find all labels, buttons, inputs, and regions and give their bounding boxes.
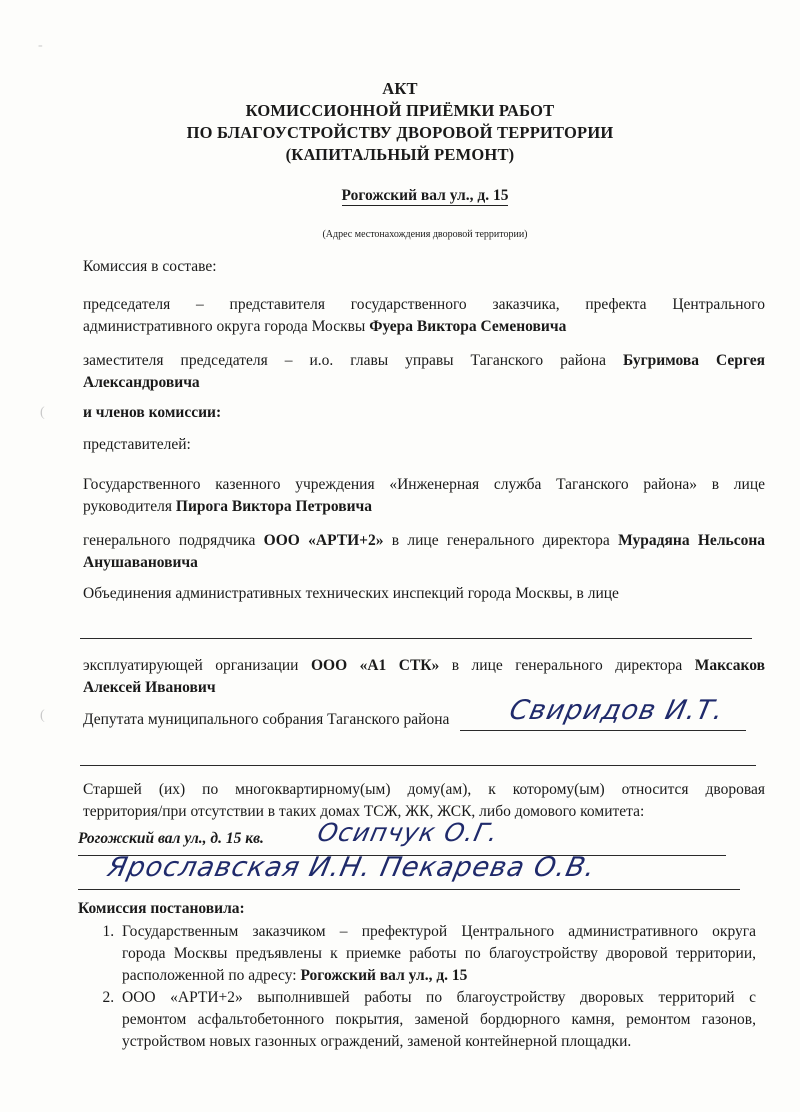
- members-heading-text: и членов комиссии:: [83, 404, 222, 421]
- deputy-name-part2: Александровича: [83, 374, 200, 391]
- decision-item-1-line1: 1. Государственным заказчиком – префектурой Центрального административного округа: [122, 923, 756, 940]
- deputy-name-part1: Бугримова Сергея: [622, 352, 765, 369]
- gku-role: руководителя: [83, 498, 176, 515]
- chairman-paragraph: [83, 294, 765, 338]
- signature-line: [78, 889, 740, 890]
- operator-name-part2: Алексей Иванович: [83, 679, 216, 696]
- contractor-line2: [83, 552, 765, 574]
- contractor-line1: [83, 530, 765, 552]
- deputy-paragraph: [83, 350, 765, 394]
- document-title-line4: (КАПИТАЛЬНЫЙ РЕМОНТ): [285, 145, 515, 164]
- chairman-role: административного округа города Москвы: [83, 318, 370, 335]
- residents-paragraph: [83, 779, 765, 823]
- gku-line2: [83, 496, 765, 518]
- decision-item-1-prefix: расположенной по адресу:: [122, 967, 301, 984]
- decision-list: [80, 921, 756, 1053]
- residents-address: Рогожский вал ул., д. 15 кв.: [78, 830, 264, 847]
- deputy-role: заместителя председателя – и.о. главы управы Таганского района: [83, 352, 623, 369]
- operator-role: эксплуатирующей организации: [83, 657, 311, 674]
- signature-line: [460, 730, 746, 731]
- address-value: Рогожский вал ул., д. 15: [341, 187, 509, 204]
- decision-item-1: [118, 921, 756, 987]
- deputy-line2: [83, 372, 765, 394]
- chairman-name: Фуера Виктора Семеновича: [369, 318, 567, 335]
- decision-item-2-line2: ремонтом асфальтобетонного покрытия, заменой бордюрного камня, ремонтом газонов,: [122, 1011, 756, 1028]
- decision-item-1-address: Рогожский вал ул., д. 15: [300, 967, 468, 984]
- scan-mark: (: [40, 405, 45, 420]
- decision-item-2-line3: устройством новых газонных ограждений, заменой контейнерной площадки.: [122, 1033, 632, 1050]
- signature-line: [80, 638, 752, 639]
- gku-paragraph: [83, 474, 765, 518]
- handwritten-deputy-name: Свиридов И.Т.: [506, 695, 727, 726]
- decision-heading: Комиссия постановила:: [78, 900, 245, 917]
- gku-name: Пирога Виктора Петровича: [175, 498, 373, 515]
- deputy-line1: [83, 350, 765, 372]
- scan-mark: -: [38, 38, 43, 53]
- document-title-line2: КОМИССИОННОЙ ПРИЁМКИ РАБОТ: [245, 101, 555, 120]
- gku-line1: Государственного казенного учреждения «Инженерная служба Таганского района» в лице: [83, 476, 765, 493]
- operator-line1: [83, 655, 765, 677]
- residents-line2: территория/при отсутствии в таких домах ТСЖ, ЖК, ЖСК, либо домового комитета:: [83, 803, 645, 820]
- members-heading: [83, 402, 765, 424]
- operator-paragraph: [83, 655, 765, 699]
- commission-intro: Комиссия в составе:: [83, 258, 217, 275]
- municipal-label: Депутата муниципального собрания Таганского района: [83, 711, 450, 728]
- decision-item-2: [118, 987, 756, 1053]
- oati-paragraph: Объединения административных технических инспекций города Москвы, в лице: [83, 585, 619, 602]
- contractor-name-part2: Анушавановича: [83, 554, 198, 571]
- operator-middle: в лице генерального директора: [439, 657, 695, 674]
- scan-mark: (: [40, 708, 45, 723]
- decision-item-1-line3: [122, 965, 756, 987]
- handwritten-resident-1: Осипчук О.Г.: [314, 818, 502, 847]
- contractor-middle: в лице генерального директора: [383, 532, 619, 549]
- document-title-act: АКТ: [382, 79, 418, 98]
- residents-line1: Старшей (их) по многоквартирному(ым) дому(ам), к которому(ым) относится дворовая: [83, 781, 765, 798]
- contractor-role: генерального подрядчика: [83, 532, 264, 549]
- operator-name-part1: Максаков: [694, 657, 766, 674]
- operator-company: ООО «А1 СТК»: [310, 657, 440, 674]
- contractor-paragraph: [83, 530, 765, 574]
- address-caption: (Адрес местонахождения дворовой территории): [322, 229, 528, 240]
- decision-item-2-line1: 2. ООО «АРТИ+2» выполнившей работы по благоустройству дворовых территорий с: [122, 989, 756, 1006]
- representatives-label: представителей:: [83, 436, 191, 453]
- chairman-line1: председателя – представителя государственного заказчика, префекта Центрального: [83, 296, 765, 313]
- document-title-line3: ПО БЛАГОУСТРОЙСТВУ ДВОРОВОЙ ТЕРРИТОРИИ: [186, 123, 614, 142]
- decision-item-1-line2: города Москвы предъявлены к приемке работы по благоустройству дворовой территории,: [122, 945, 756, 962]
- signature-line: [80, 765, 756, 766]
- address-block: [0, 187, 800, 205]
- contractor-name-part1: Мурадяна Нельсона: [618, 532, 766, 549]
- contractor-company: ООО «АРТИ+2»: [263, 532, 384, 549]
- chairman-line2: [83, 316, 765, 338]
- handwritten-resident-2: Ярославская И.Н. Пекарева О.В.: [104, 852, 599, 883]
